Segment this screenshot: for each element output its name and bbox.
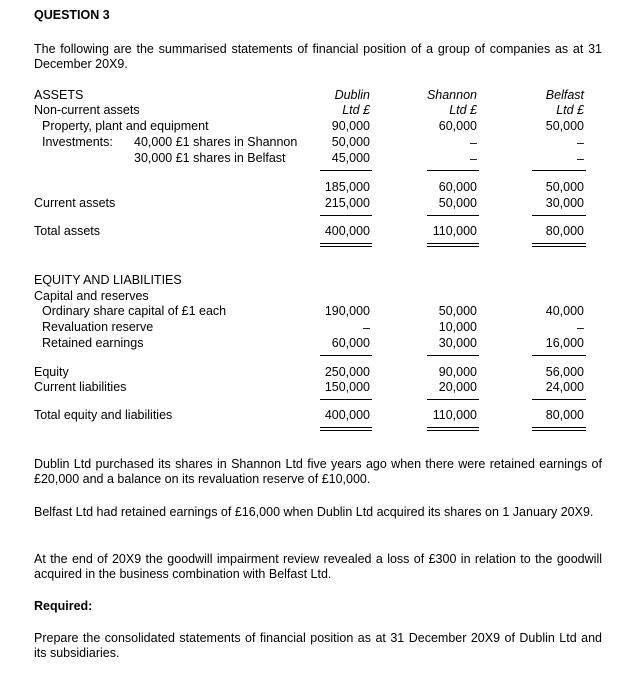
capital-reserves-label: Capital and reserves [34,289,149,303]
question-title: QUESTION 3 [34,8,110,22]
share-capital-shannon: 50,000 [438,304,477,318]
ppe-dublin: 90,000 [331,119,370,133]
current-liabilities-shannon: 20,000 [438,380,477,394]
subtotal-rule-belfast [532,170,586,171]
total-assets-double-rule-1-shannon [427,243,479,244]
total-eq-double-rule-1-dublin [320,427,372,428]
total-eq-rule-belfast [532,399,586,400]
equity-total-shannon: 90,000 [438,365,477,379]
column-unit-shannon: Ltd £ [449,103,477,117]
subtotal-rule-shannon [427,170,479,171]
retained-shannon: 30,000 [438,336,477,350]
equity-total-label: Equity [34,365,69,379]
total-equity-liabilities-dublin: 400,000 [324,408,370,422]
retained-dublin: 60,000 [331,336,370,350]
column-unit-belfast: Ltd £ [556,103,584,117]
total-equity-liabilities-shannon: 110,000 [432,408,477,422]
total-assets-shannon: 110,000 [432,224,477,238]
column-unit-dublin: Ltd £ [342,103,370,117]
column-header-shannon: Shannon [426,88,477,102]
total-assets-double-rule-2-belfast [532,246,586,247]
current-assets-shannon: 50,000 [438,196,477,210]
revaluation-shannon: 10,000 [438,320,477,334]
note-shannon-acquisition: Dublin Ltd purchased its shares in Shannon Ltd five years ago when there were retained earnings of £20,000 and a balance on its revaluation reserve of £10,000. [34,457,602,486]
column-header-belfast: Belfast [545,88,584,102]
equity-heading: EQUITY AND LIABILITIES [34,273,182,287]
inv-shannon-belfast: – [577,136,584,150]
intro-paragraph: The following are the summarised statements of financial position of a group of companies as at 31 December 20X9. [34,42,602,71]
note-goodwill-impairment: At the end of 20X9 the goodwill impairment review revealed a loss of £300 in relation to the goodwill acquired in the business combination with Belfast Ltd. [34,552,602,581]
ppe-label: Property, plant and equipment [42,119,209,133]
current-liabilities-label: Current liabilities [34,380,127,394]
note-belfast-acquisition: Belfast Ltd had retained earnings of £16,000 when Dublin Ltd acquired its shares on 1 January 20X9. [34,505,594,519]
total-eq-double-rule-2-belfast [532,430,586,431]
current-liabilities-belfast: 24,000 [545,380,584,394]
current-assets-dublin: 215,000 [324,196,370,210]
total-eq-rule-shannon [427,399,479,400]
total-assets-dublin: 400,000 [324,224,370,238]
equity-total-belfast: 56,000 [545,365,584,379]
inv-shannon-label: 40,000 £1 shares in Shannon [134,135,298,149]
retained-belfast: 16,000 [545,336,584,350]
total-equity-liabilities-belfast: 80,000 [545,408,584,422]
non-current-assets-label: Non-current assets [34,103,140,117]
inv-shannon-shannon: – [470,136,477,150]
total-eq-rule-dublin [320,399,372,400]
investments-label: Investments: [42,135,113,149]
total-assets-belfast: 80,000 [545,224,584,238]
total-assets-double-rule-1-belfast [532,243,586,244]
ppe-belfast: 50,000 [545,119,584,133]
required-label: Required: [34,599,93,613]
subtotal-shannon: 60,000 [438,180,477,194]
total-assets-double-rule-1-dublin [320,243,372,244]
total-eq-double-rule-2-dublin [320,430,372,431]
total-eq-double-rule-2-shannon [427,430,479,431]
total-eq-double-rule-1-shannon [427,427,479,428]
equity-rule-dublin [320,355,372,356]
total-assets-double-rule-2-dublin [320,246,372,247]
inv-shannon-dublin: 50,000 [331,135,370,149]
assets-heading: ASSETS [34,88,84,102]
subtotal-dublin: 185,000 [324,180,370,194]
revaluation-label: Revaluation reserve [42,320,154,334]
required-text: Prepare the consolidated statements of financial position as at 31 December 20X9 of Dublin Ltd and its subsidiaries. [34,631,602,660]
column-header-dublin: Dublin [334,88,370,102]
equity-rule-shannon [427,355,479,356]
subtotal-belfast: 50,000 [545,180,584,194]
current-assets-belfast: 30,000 [545,196,584,210]
total-assets-rule-shannon [427,215,479,216]
equity-total-dublin: 250,000 [324,365,370,379]
share-capital-belfast: 40,000 [545,304,584,318]
revaluation-belfast: – [577,321,584,335]
inv-belfast-dublin: 45,000 [331,151,370,165]
ppe-shannon: 60,000 [438,119,477,133]
total-eq-double-rule-1-belfast [532,427,586,428]
retained-label: Retained earnings [42,336,144,350]
revaluation-dublin: – [363,321,370,335]
total-assets-rule-dublin [320,215,372,216]
current-assets-label: Current assets [34,196,116,210]
equity-rule-belfast [532,355,586,356]
total-equity-liabilities-label: Total equity and liabilities [34,408,173,422]
inv-belfast-label: 30,000 £1 shares in Belfast [134,151,286,165]
current-liabilities-dublin: 150,000 [324,380,370,394]
inv-belfast-shannon: – [470,152,477,166]
total-assets-label: Total assets [34,224,101,238]
inv-belfast-belfast: – [577,152,584,166]
share-capital-label: Ordinary share capital of £1 each [42,304,227,318]
total-assets-double-rule-2-shannon [427,246,479,247]
share-capital-dublin: 190,000 [324,304,370,318]
total-assets-rule-belfast [532,215,586,216]
subtotal-rule-dublin [320,170,372,171]
